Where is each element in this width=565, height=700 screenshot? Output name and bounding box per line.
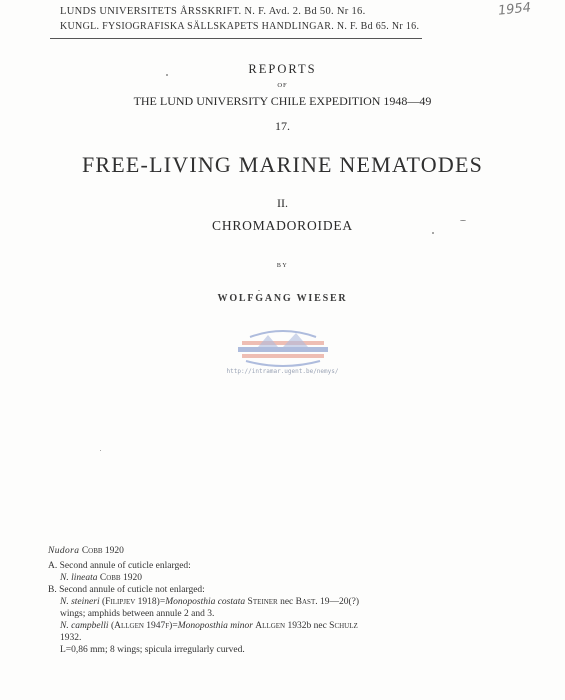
main-title: FREE-LIVING MARINE NEMATODES <box>81 152 484 177</box>
key-species-a: N. lineata Cobb 1920 <box>60 573 142 583</box>
author-name: WOLFGANG WIESER <box>217 293 348 304</box>
part-number: II. <box>277 196 288 210</box>
key-species-b2-measurements: L=0,86 mm; 8 wings; spicula irregularly curved. <box>60 645 245 655</box>
genus-line: Nudora Cobb 1920 <box>48 546 124 556</box>
series-line-2: KUNGL. FYSIOGRAFISKA SÄLLSKAPETS HANDLINGAR. N. F. Bd 65. Nr 16. <box>60 21 420 32</box>
library-stamp-logo <box>228 323 338 373</box>
key-item-a: A. Second annule of cuticle enlarged: <box>48 561 191 571</box>
key-item-b: B. Second annule of cuticle not enlarged: <box>48 585 205 595</box>
reports-heading: REPORTS <box>248 62 317 76</box>
identification-key <box>48 545 518 656</box>
key-species-b2: N. campbelli (Allgen 1947f)=Monoposthia minor Allgen 1932b nec Schulz <box>60 621 358 631</box>
stamp-url: http://intramar.ugent.be/nemys/ <box>226 368 339 375</box>
series-line-1: LUNDS UNIVERSITETS ÅRSSKRIFT. N. F. Avd. 2. Bd 50. Nr 16. <box>60 6 366 17</box>
by-word: BY <box>276 263 289 269</box>
expedition-title: THE LUND UNIVERSITY CHILE EXPEDITION 1948—49 <box>133 94 432 108</box>
handwritten-year: 1954 <box>497 0 532 19</box>
header-rule <box>50 38 422 39</box>
report-number: 17. <box>275 119 290 133</box>
paper-speck <box>432 232 434 234</box>
key-species-b1-continued: wings; amphids between annule 2 and 3. <box>60 609 215 619</box>
key-species-b2-continued: 1932. <box>60 633 82 643</box>
key-species-b1: N. steineri (Filipjev 1918)=Monoposthia costata Steiner nec Bast. 19—20(?) <box>60 597 360 607</box>
paper-speck <box>166 74 168 76</box>
subtitle: CHROMADOROIDEA <box>212 218 353 233</box>
paper-speck <box>460 220 466 221</box>
paper-speck <box>258 290 260 291</box>
of-word: OF <box>277 82 288 89</box>
paper-speck <box>100 450 101 451</box>
